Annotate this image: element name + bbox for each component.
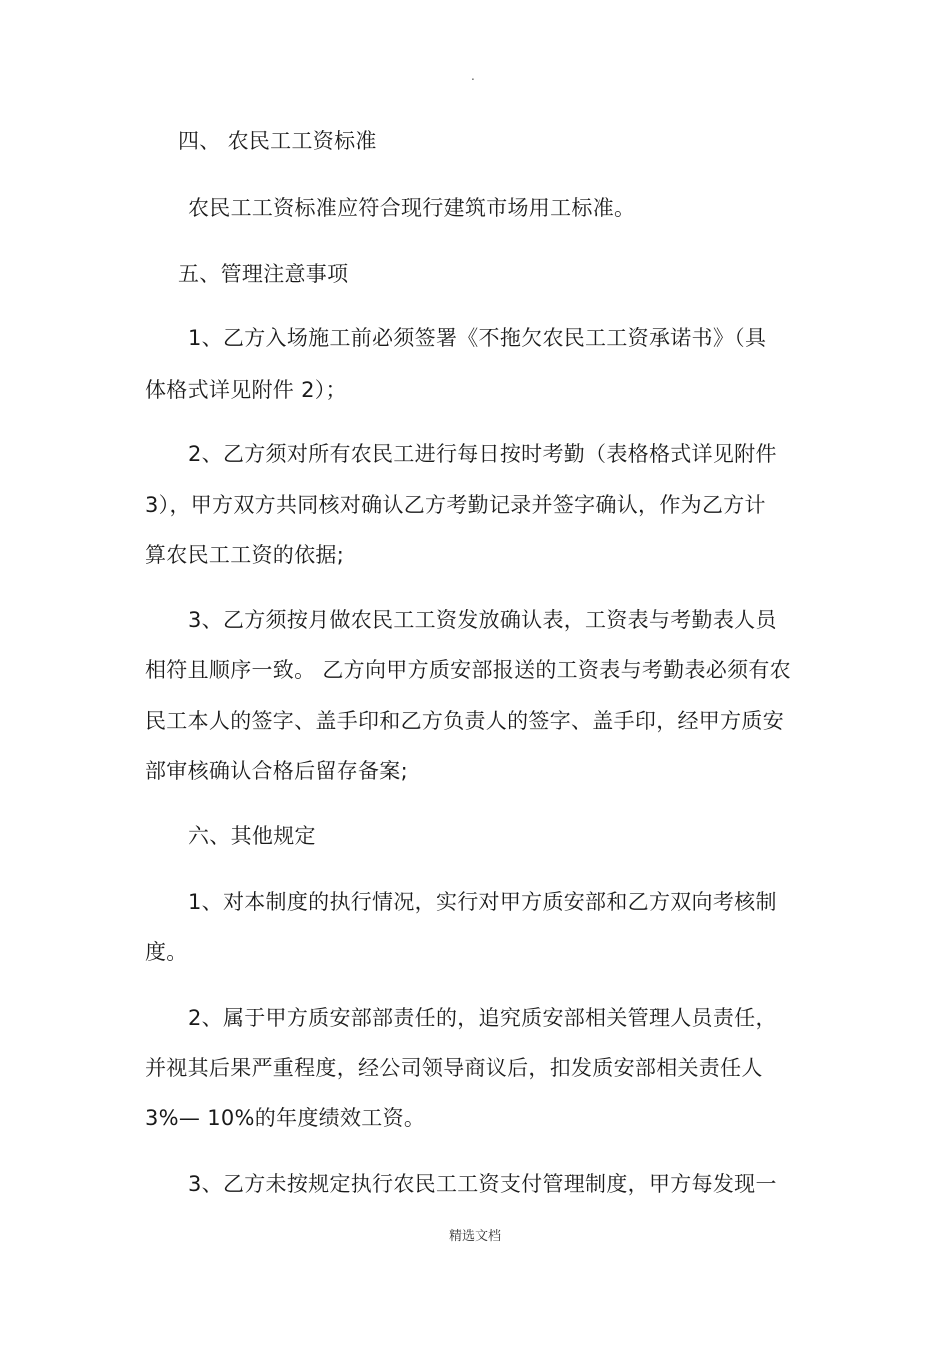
paragraph-line: 2、属于甲方质安部部责任的，追究质安部相关管理人员责任， [188, 1006, 777, 1030]
paragraph-line: 部审核确认合格后留存备案; [145, 759, 408, 783]
paragraph-line: 1、对本制度的执行情况，实行对甲方质安部和乙方双向考核制 [188, 890, 777, 914]
heading-section-5: 五、管理注意事项 [178, 262, 349, 286]
paragraph-line: 体格式详见附件 2）； [145, 378, 347, 402]
paragraph-line: 1、乙方入场施工前必须签署《不拖欠农民工工资承诺书》（具 [188, 326, 767, 350]
paragraph-line: 3、乙方未按规定执行农民工工资支付管理制度，甲方每发现一 [188, 1172, 777, 1196]
paragraph-line: 度。 [145, 940, 188, 964]
paragraph-line: 并视其后果严重程度，经公司领导商议后，扣发质安部相关责任人 [145, 1056, 763, 1080]
heading-section-6: 六、其他规定 [188, 824, 316, 848]
heading-section-4: 四、 农民工工资标准 [178, 129, 377, 153]
paragraph-line: 相符且顺序一致。 乙方向甲方质安部报送的工资表与考勤表必须有农 [145, 658, 791, 682]
page-header-mark: . [471, 69, 475, 83]
paragraph-line: 3），甲方双方共同核对确认乙方考勤记录并签字确认，作为乙方计 [145, 493, 766, 517]
paragraph-line: 民工本人的签字、盖手印和乙方负责人的签字、盖手印，经甲方质安 [145, 709, 784, 733]
page-footer-label: 精选文档 [448, 1229, 501, 1244]
paragraph-line: 3%— 10%的年度绩效工资。 [145, 1106, 426, 1130]
paragraph-line: 算农民工工资的依据; [145, 543, 345, 567]
paragraph-line: 2、乙方须对所有农民工进行每日按时考勤（表格格式详见附件 [188, 442, 777, 466]
paragraph-line: 3、乙方须按月做农民工工资发放确认表，工资表与考勤表人员 [188, 608, 777, 632]
paragraph-line: 农民工工资标准应符合现行建筑市场用工标准。 [188, 196, 636, 220]
